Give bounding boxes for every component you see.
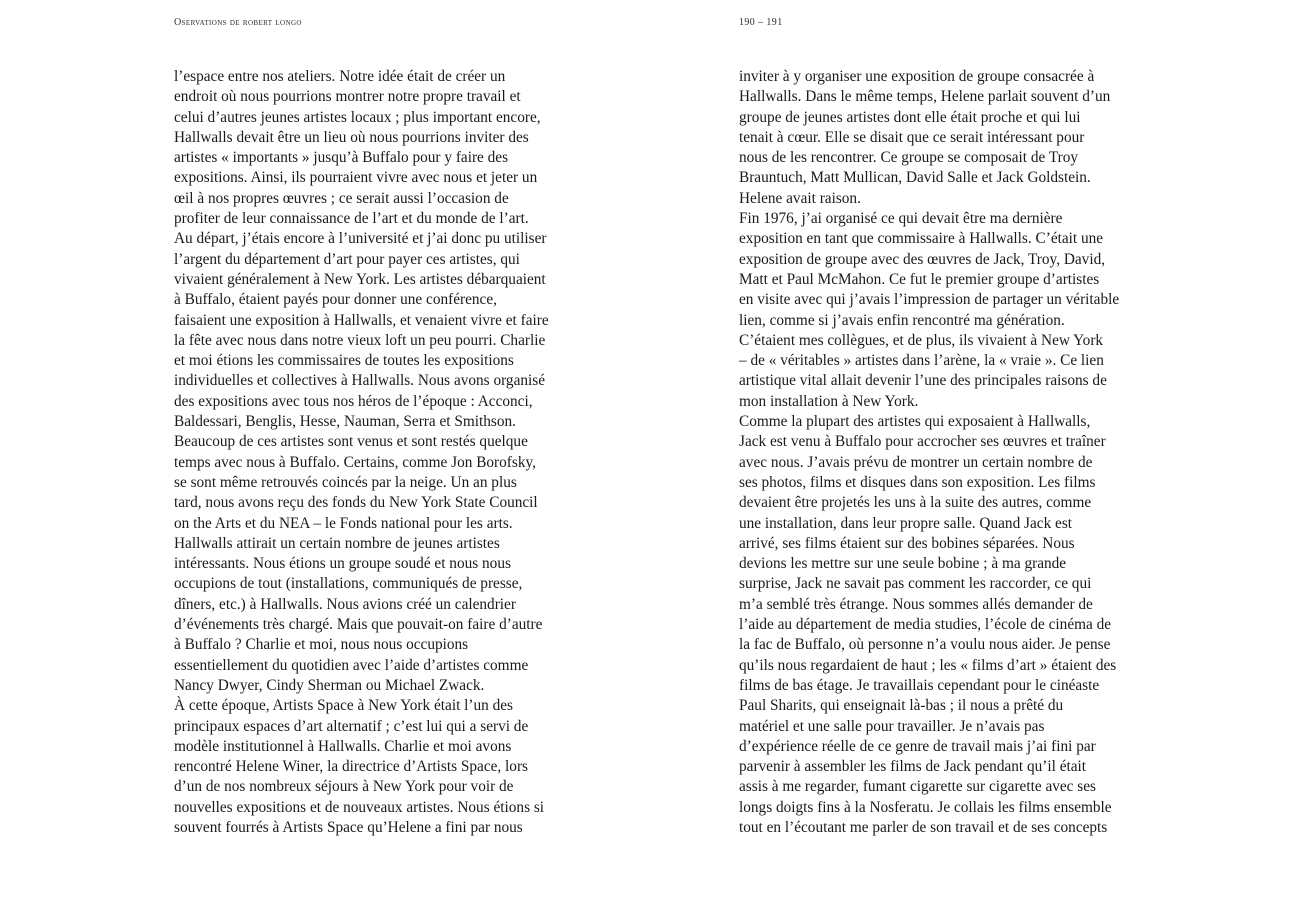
text-line: Matt et Paul McMahon. Ce fut le premier groupe d’artistes [739, 270, 1100, 288]
text-line: exposition de groupe avec des œuvres de Jack, Troy, David, [739, 250, 1106, 268]
text-line: à Buffalo, étaient payés pour donner une conférence, [174, 291, 497, 309]
text-line: tard, nous avons reçu des fonds du New York State Council [174, 494, 538, 512]
text-line: essentiellement du quotidien avec l’aide d’artistes comme [174, 656, 529, 674]
text-line: profiter de leur connaissance de l’art et du monde de l’art. [174, 210, 529, 228]
text-line: Nancy Dwyer, Cindy Sherman ou Michael Zwack. [174, 676, 485, 694]
text-line: l’espace entre nos ateliers. Notre idée était de créer un [174, 68, 506, 85]
text-line: modèle institutionnel à Hallwalls. Charlie et moi avons [174, 737, 512, 755]
text-line: temps avec nous à Buffalo. Certains, comme Jon Borofsky, [174, 453, 536, 471]
text-line: lien, comme si j’avais enfin rencontré ma génération. [739, 311, 1065, 329]
text-line: avec nous. J’avais prévu de montrer un certain nombre de [739, 453, 1093, 471]
text-line: œil à nos propres œuvres ; ce serait aussi l’occasion de [174, 189, 509, 207]
text-line: – de « véritables » artistes dans l’arène, la « vraie ». Ce lien [739, 352, 1104, 370]
text-line: l’argent du département d’art pour payer ces artistes, qui [174, 250, 520, 268]
text-line: nouvelles expositions et de nouveaux artistes. Nous étions si [174, 798, 545, 816]
text-line: celui d’autres jeunes artistes locaux ; plus important encore, [174, 108, 541, 126]
text-line: À cette époque, Artists Space à New York était l’un des [174, 697, 514, 715]
text-line: d’expérience réelle de ce genre de travail mais j’ai fini par [739, 737, 1096, 755]
text-line: artistes « importants » jusqu’à Buffalo pour y faire des [174, 149, 509, 167]
text-line: individuelles et collectives à Hallwalls. Nous avons organisé [174, 372, 546, 390]
text-line: devions les mettre sur une seule bobine ; à ma grande [739, 555, 1067, 573]
text-line: d’événements très chargé. Mais que pouvait-on faire d’autre [174, 616, 543, 634]
text-line: Fin 1976, j’ai organisé ce qui devait être ma dernière [739, 210, 1063, 228]
text-line: expositions. Ainsi, ils pourraient vivre avec nous et jeter un [174, 169, 538, 187]
text-line: intéressants. Nous étions un groupe soudé et nous nous [174, 555, 511, 573]
text-line: artistique vital allait devenir l’une des principales raisons de [739, 372, 1107, 390]
text-line: l’aide au département de media studies, l’école de cinéma de [739, 616, 1112, 634]
text-line: Paul Sharits, qui enseignait là-bas ; il nous a prêté du [739, 697, 1064, 715]
text-line: tenait à cœur. Elle se disait que ce serait intéressant pour [739, 128, 1085, 146]
text-line: longs doigts fins à la Nosferatu. Je collais les films ensemble [739, 798, 1112, 816]
running-head-left: Oservations de robert longo [174, 17, 302, 28]
text-line: une installation, dans leur propre salle. Quand Jack est [739, 514, 1073, 532]
page-numbers: 190 – 191 [739, 17, 783, 28]
text-line: la fac de Buffalo, où personne n’a voulu nous aider. Je pense [739, 636, 1111, 654]
text-line: rencontré Helene Winer, la directrice d’Artists Space, lors [174, 758, 528, 776]
left-text-column [174, 67, 574, 838]
text-line: qu’ils nous regardaient de haut ; les « films d’art » étaient des [739, 656, 1117, 674]
text-line: dîners, etc.) à Hallwalls. Nous avions créé un calendrier [174, 595, 516, 613]
text-line: on the Arts et du NEA – le Fonds national pour les arts. [174, 514, 513, 532]
text-line: parvenir à assembler les films de Jack pendant qu’il était [739, 758, 1087, 776]
text-line: Hallwalls devait être un lieu où nous pourrions inviter des [174, 128, 529, 146]
text-line: en visite avec qui j’avais l’impression de partager un véritable [739, 291, 1120, 309]
text-line: groupe de jeunes artistes dont elle était proche et qui lui [739, 108, 1081, 126]
text-line: Beaucoup de ces artistes sont venus et sont restés quelque [174, 433, 528, 451]
text-line: Comme la plupart des artistes qui exposaient à Hallwalls, [739, 413, 1091, 431]
text-line: d’un de nos nombreux séjours à New York pour voir de [174, 778, 514, 796]
text-line: nous de les rencontrer. Ce groupe se composait de Troy [739, 149, 1079, 167]
text-line: tout en l’écoutant me parler de son travail et de ses concepts [739, 818, 1108, 836]
text-line: Jack est venu à Buffalo pour accrocher ses œuvres et traîner [739, 433, 1106, 451]
text-line: souvent fourrés à Artists Space qu’Helene a fini par nous [174, 818, 523, 836]
text-line: inviter à y organiser une exposition de groupe consacrée à [739, 68, 1095, 85]
text-line: des expositions avec tous nos héros de l’époque : Acconci, [174, 392, 533, 410]
text-line: mon installation à New York. [739, 392, 919, 410]
text-line: faisaient une exposition à Hallwalls, et venaient vivre et faire [174, 311, 549, 329]
text-line: assis à me regarder, fumant cigarette sur cigarette avec ses [739, 778, 1096, 796]
text-line: à Buffalo ? Charlie et moi, nous nous occupions [174, 636, 469, 654]
text-line: Baldessari, Benglis, Hesse, Nauman, Serra et Smithson. [174, 413, 516, 431]
right-text-column [739, 67, 1139, 838]
text-line: et moi étions les commissaires de toutes les expositions [174, 352, 514, 370]
text-line: devaient être projetés les uns à la suite des autres, comme [739, 494, 1092, 512]
text-line: surprise, Jack ne savait pas comment les raccorder, ce qui [739, 575, 1092, 593]
text-line: la fête avec nous dans notre vieux loft un peu pourri. Charlie [174, 331, 546, 349]
text-line: exposition en tant que commissaire à Hallwalls. C’était une [739, 230, 1104, 248]
text-line: vivaient généralement à New York. Les artistes débarquaient [174, 270, 546, 288]
text-line: endroit où nous pourrions montrer notre propre travail et [174, 88, 521, 106]
text-line: matériel et une salle pour travailler. Je n’avais pas [739, 717, 1045, 735]
text-line: arrivé, ses films étaient sur des bobines séparées. Nous [739, 534, 1075, 552]
text-line: Helene avait raison. [739, 189, 861, 207]
text-line: Au départ, j’étais encore à l’université et j’ai donc pu utiliser [174, 230, 547, 248]
text-line: films de bas étage. Je travaillais cependant pour le cinéaste [739, 676, 1100, 694]
text-line: Hallwalls attirait un certain nombre de jeunes artistes [174, 534, 500, 552]
text-line: m’a semblé très étrange. Nous sommes allés demander de [739, 595, 1093, 613]
text-line: se sont même retrouvés coincés par la neige. Un an plus [174, 473, 517, 491]
text-line: Brauntuch, Matt Mullican, David Salle et Jack Goldstein. [739, 169, 1091, 187]
text-line: C’étaient mes collègues, et de plus, ils vivaient à New York [739, 331, 1104, 349]
text-line: principaux espaces d’art alternatif ; c’est lui qui a servi de [174, 717, 529, 735]
text-line: Hallwalls. Dans le même temps, Helene parlait souvent d’un [739, 88, 1111, 106]
text-line: ses photos, films et disques dans son exposition. Les films [739, 473, 1096, 491]
text-line: occupions de tout (installations, communiqués de presse, [174, 575, 523, 593]
